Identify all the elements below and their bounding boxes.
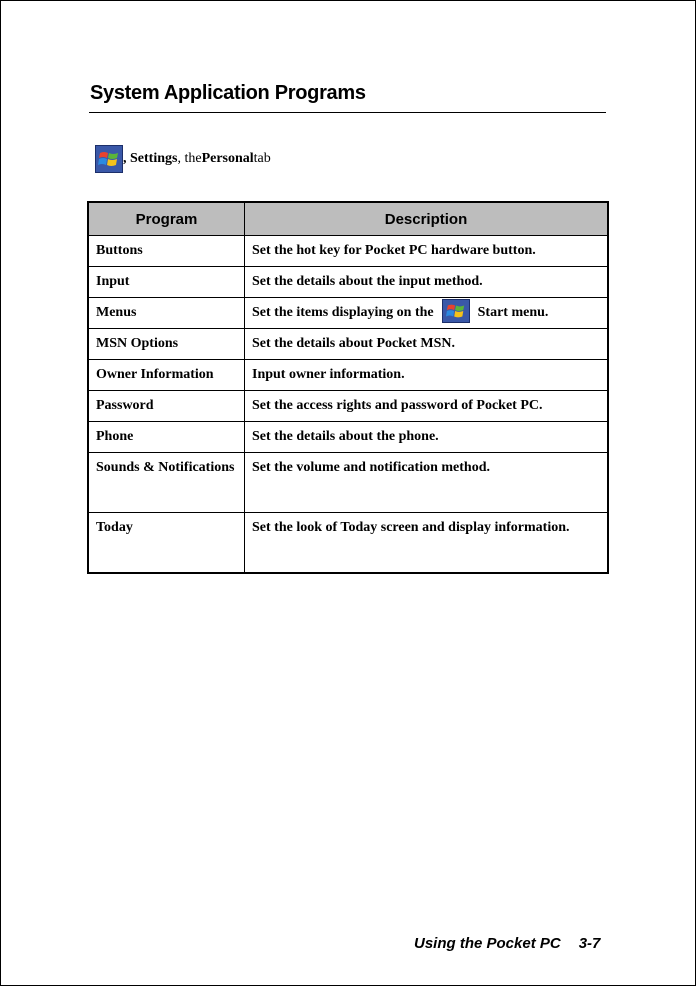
table-row: [88, 267, 608, 298]
header-program: Program: [88, 202, 245, 236]
footer-chapter: Using the Pocket PC: [414, 935, 561, 952]
description-cell: Input owner information.: [245, 360, 609, 391]
description-after: Start menu.: [477, 305, 549, 320]
description-cell: Set the details about the input method.: [245, 267, 609, 298]
description-cell: [245, 298, 609, 329]
description-cell: Set the access rights and password of Pocket PC.: [245, 391, 609, 422]
path-settings: , Settings: [123, 151, 178, 166]
program-cell: Password: [88, 391, 245, 422]
page-footer: [414, 935, 600, 952]
description-cell: Set the look of Today screen and display information.: [245, 513, 609, 574]
page-title: System Application Programs: [90, 82, 366, 104]
description-cell: Set the details about the phone.: [245, 422, 609, 453]
program-cell: Sounds & Notifications: [88, 453, 245, 513]
footer-page-number: 3-7: [578, 935, 601, 952]
header-description: Description: [245, 202, 609, 236]
program-cell: Phone: [88, 422, 245, 453]
title-rule: [89, 112, 606, 113]
program-cell: Owner Information: [88, 360, 245, 391]
table-row: [88, 422, 608, 453]
windows-start-icon: [442, 299, 470, 323]
path-the: , the: [177, 151, 202, 166]
path-personal: Personal: [201, 151, 254, 166]
description-cell: Set the details about Pocket MSN.: [245, 329, 609, 360]
table-row: [88, 360, 608, 391]
table-row: [88, 391, 608, 422]
navigation-path: [95, 145, 271, 173]
table-row: [88, 298, 608, 329]
description-before: Set the items displaying on the: [252, 305, 434, 320]
table-header-row: [88, 202, 608, 236]
program-cell: MSN Options: [88, 329, 245, 360]
table-row: [88, 513, 608, 574]
description-cell: Set the volume and notification method.: [245, 453, 609, 513]
table-row: [88, 453, 608, 513]
programs-table: [87, 201, 609, 574]
description-cell: Set the hot key for Pocket PC hardware button.: [245, 236, 609, 267]
program-cell: Input: [88, 267, 245, 298]
program-cell: Today: [88, 513, 245, 574]
program-cell: Buttons: [88, 236, 245, 267]
windows-start-icon: [95, 145, 123, 173]
path-tab: tab: [253, 151, 271, 166]
table-row: [88, 329, 608, 360]
table-row: [88, 236, 608, 267]
program-cell: Menus: [88, 298, 245, 329]
